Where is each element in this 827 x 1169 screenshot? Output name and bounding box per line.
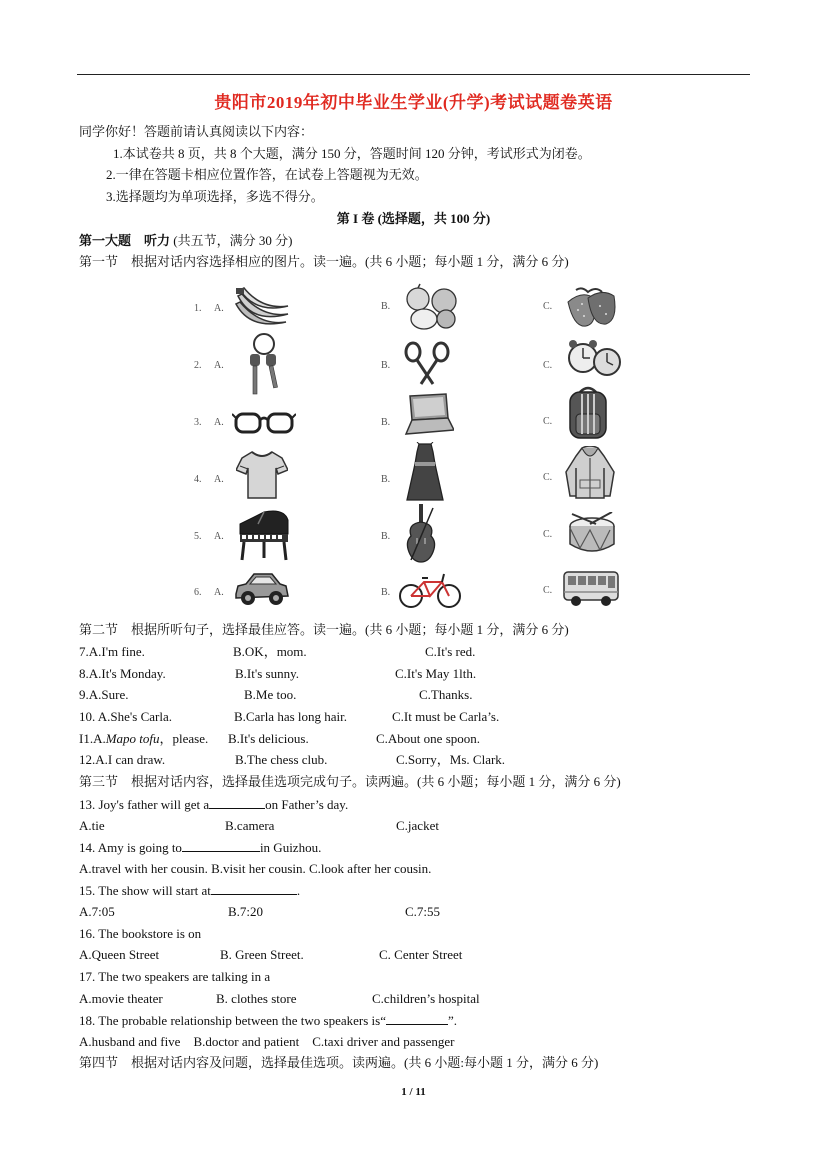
q15-option-a: A.7:05 xyxy=(79,904,115,919)
q13-option-b: B.camera xyxy=(225,818,275,833)
alarm-clocks-icon xyxy=(565,336,623,382)
bananas-icon xyxy=(232,284,292,332)
violin-icon xyxy=(403,504,439,564)
q17-option-b: B. clothes store xyxy=(216,991,297,1006)
q16-option-a: A.Queen Street xyxy=(79,947,160,962)
q2-label-b: B. xyxy=(381,360,391,371)
q5-label-b: B. xyxy=(381,531,391,542)
q18-stem-post: ”. xyxy=(447,1013,458,1028)
page-number: 1 / 11 xyxy=(401,1086,426,1098)
q11-option-c: C.About one spoon. xyxy=(376,731,480,746)
q9-option-a: 9.A.Sure. xyxy=(79,687,129,702)
q3-label-a: A. xyxy=(214,417,224,428)
q5-number: 5. xyxy=(194,531,202,542)
q12-option-b: B.The chess club. xyxy=(235,752,328,767)
q3-label-c: C. xyxy=(543,416,553,427)
q11-a-suffix: ，please. xyxy=(159,731,209,746)
q2-label-a: A. xyxy=(214,360,224,371)
q13-stem xyxy=(79,796,348,813)
q12-option-c: C.Sorry，Ms. Clark. xyxy=(396,752,506,767)
keys-icon xyxy=(244,332,284,396)
q15-stem xyxy=(79,882,300,899)
q5-label-a: A. xyxy=(214,531,224,542)
tshirt-icon xyxy=(236,450,288,500)
part1-heading-label: 第一大题 听力 xyxy=(79,233,171,248)
q16-stem: 16. The bookstore is on xyxy=(79,926,202,941)
q15-option-c: C.7:55 xyxy=(405,904,441,919)
section1-instruction: 第一节 根据对话内容选择相应的图片。读一遍。(共 6 小题；每小题 1 分，满分 6 分) xyxy=(79,254,569,269)
q17-option-a: A.movie theater xyxy=(79,991,163,1006)
drum-icon xyxy=(566,512,618,556)
q13-option-c: C.jacket xyxy=(396,818,439,833)
q1-label-a: A. xyxy=(214,303,224,314)
car-icon xyxy=(232,568,290,608)
q6-label-c: C. xyxy=(543,585,553,596)
intro-rule-1: 1.本试卷共 8 页，共 8 个大题，满分 150 分，答题时间 120 分钟，考试形式为闭卷。 xyxy=(113,146,591,161)
q15-blank xyxy=(211,882,297,895)
q18-stem xyxy=(79,1012,457,1029)
q17-stem: 17. The two speakers are talking in a xyxy=(79,969,271,984)
q16-option-b: B. Green Street. xyxy=(220,947,304,962)
pears-icon xyxy=(402,283,460,331)
q4-label-c: C. xyxy=(543,472,553,483)
piano-icon xyxy=(234,508,292,562)
q13-stem-post: on Father’s day. xyxy=(265,797,349,812)
intro-greeting: 同学你好！答题前请认真阅读以下内容： xyxy=(79,124,314,139)
section3-instruction: 第三节 根据对话内容，选择最佳选项完成句子。读两遍。(共 6 小题；每小题 1 分，满分 6 分) xyxy=(79,774,621,789)
section2-instruction: 第二节 根据所听句子，选择最佳应答。读一遍。(共 6 小题；每小题 1 分，满分 6 分) xyxy=(79,622,569,637)
section4-instruction: 第四节 根据对话内容及问题，选择最佳选项。读两遍。(共 6 小题:每小题 1 分，满分 6 分) xyxy=(79,1055,599,1070)
q15-option-b: B.7:20 xyxy=(228,904,264,919)
q13-stem-pre: 13. Joy's father will get a xyxy=(79,797,210,812)
hoodie-icon xyxy=(564,446,616,500)
q2-number: 2. xyxy=(194,360,202,371)
q14-stem xyxy=(79,839,321,856)
q14-options: A.travel with her cousin. B.visit her cousin. C.look after her cousin. xyxy=(79,861,432,876)
strawberries-icon xyxy=(562,284,620,330)
q6-number: 6. xyxy=(194,587,202,598)
q7-option-b: B.OK，mom. xyxy=(233,644,307,659)
q10-option-b: B.Carla has long hair. xyxy=(234,709,348,724)
q6-label-a: A. xyxy=(214,587,224,598)
glasses-icon xyxy=(232,408,296,438)
q14-blank xyxy=(182,839,260,852)
laptop-icon xyxy=(402,392,454,436)
q12-option-a: 12.A.I can draw. xyxy=(79,752,166,767)
header-rule xyxy=(77,74,750,75)
part1-heading-detail: (共五节，满分 30 分) xyxy=(170,233,293,248)
q14-stem-pre: 14. Amy is going to xyxy=(79,840,182,855)
q3-label-b: B. xyxy=(381,417,391,428)
q8-option-b: B.It's sunny. xyxy=(235,666,299,681)
q13-blank xyxy=(209,796,265,809)
q7-option-c: C.It's red. xyxy=(425,644,476,659)
q17-option-c: C.children’s hospital xyxy=(372,991,480,1006)
q1-number: 1. xyxy=(194,303,202,314)
intro-rule-2: 2.一律在答题卡相应位置作答，在试卷上答题视为无效。 xyxy=(106,167,428,182)
intro-rule-3: 3.选择题均为单项选择，多选不得分。 xyxy=(106,189,324,204)
volume-title: 第 I 卷 (选择题，共 100 分) xyxy=(336,211,491,226)
q7-option-a: 7.A.I'm fine. xyxy=(79,644,145,659)
part1-heading xyxy=(79,233,292,249)
q11-a-prefix: I1.A. xyxy=(79,731,106,746)
q4-label-b: B. xyxy=(381,474,391,485)
q1-label-c: C. xyxy=(543,301,553,312)
q8-option-a: 8.A.It's Monday. xyxy=(79,666,166,681)
bus-icon xyxy=(562,568,620,608)
dress-icon xyxy=(405,442,445,502)
q18-blank xyxy=(386,1012,448,1025)
scissors-icon xyxy=(403,340,451,386)
bicycle-icon xyxy=(398,570,462,610)
q9-option-b: B.Me too. xyxy=(244,687,297,702)
q1-label-b: B. xyxy=(381,301,391,312)
q14-stem-post: in Guizhou. xyxy=(259,840,322,855)
q5-label-c: C. xyxy=(543,529,553,540)
page-title: 贵阳市2019年初中毕业生学业(升学)考试试题卷英语 xyxy=(214,93,613,112)
q10-option-a: 10. A.She's Carla. xyxy=(79,709,172,724)
q10-option-c: C.It must be Carla’s. xyxy=(392,709,500,724)
q16-option-c: C. Center Street xyxy=(379,947,463,962)
q11-a-italic: Mapo tofu xyxy=(105,731,160,746)
q18-stem-pre: 18. The probable relationship between the two speakers is“ xyxy=(79,1013,386,1028)
q8-option-c: C.It's May 1lth. xyxy=(395,666,477,681)
q2-label-c: C. xyxy=(543,360,553,371)
q4-number: 4. xyxy=(194,474,202,485)
q3-number: 3. xyxy=(194,417,202,428)
q9-option-c: C.Thanks. xyxy=(419,687,473,702)
q15-stem-post: . xyxy=(296,883,301,898)
q18-options: A.husband and five B.doctor and patient C.taxi driver and passenger xyxy=(79,1034,455,1049)
backpack-icon xyxy=(566,384,610,440)
q11-option-b: B.It's delicious. xyxy=(228,731,309,746)
q4-label-a: A. xyxy=(214,474,224,485)
q11-option-a xyxy=(79,731,208,747)
q6-label-b: B. xyxy=(381,587,391,598)
q15-stem-pre: 15. The show will start at xyxy=(79,883,211,898)
q13-option-a: A.tie xyxy=(79,818,105,833)
